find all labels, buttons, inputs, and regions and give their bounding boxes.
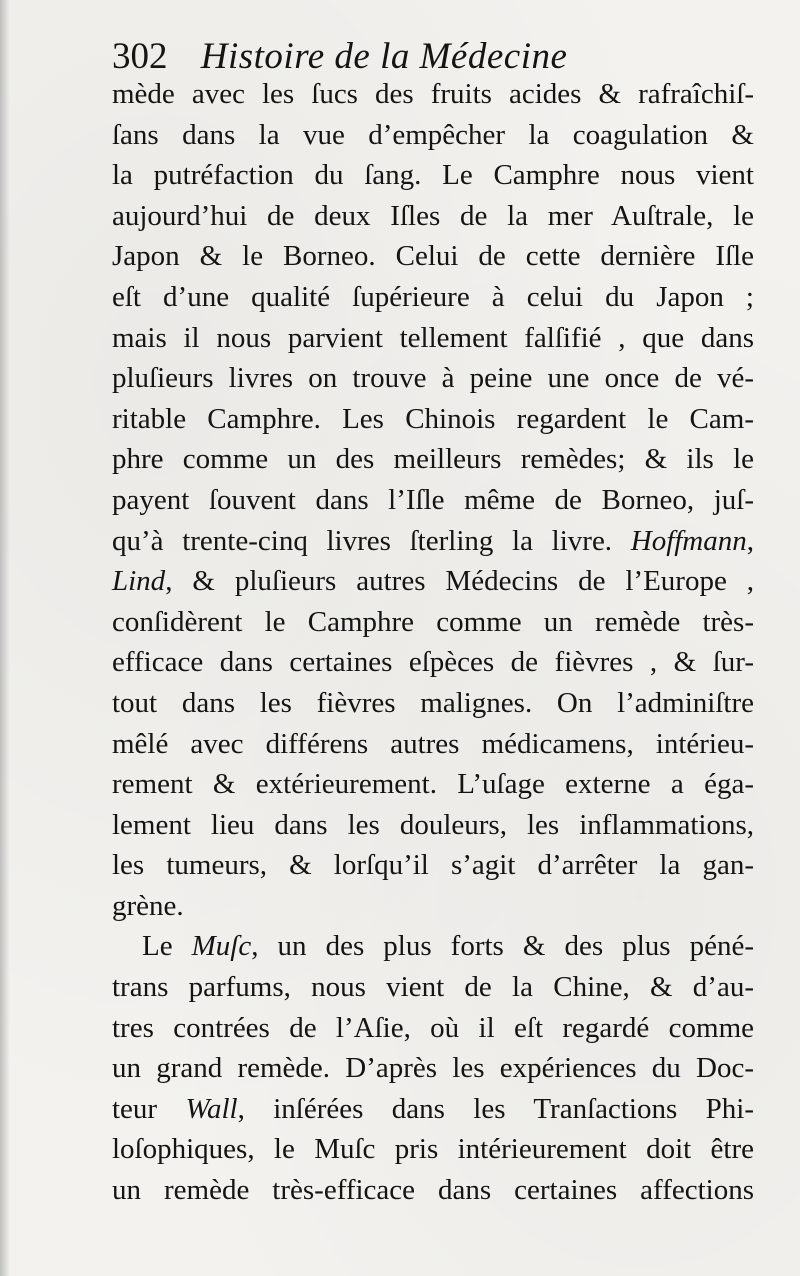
text-run: tout dans les fièvres malignes. On l’adminiſtre xyxy=(112,686,754,719)
running-title: Histoire de la Médecine xyxy=(200,36,568,77)
text-run: payent ſouvent dans l’Iſle même de Borneo, juſ- xyxy=(112,483,754,516)
text-line xyxy=(112,561,754,602)
italic-name: Lind xyxy=(112,565,166,598)
text-run: trans parfums, nous vient de la Chine, & d’au- xyxy=(112,971,754,1004)
text-line xyxy=(112,724,754,765)
text-line xyxy=(112,845,754,886)
text-line xyxy=(112,886,754,927)
text-line xyxy=(112,196,754,237)
text-line xyxy=(112,1170,754,1211)
text-run: eſt d’une qualité ſupérieure à celui du Japon ; xyxy=(112,280,754,313)
text-run: efficace dans certaines eſpèces de fièvres , & ſur- xyxy=(112,646,754,679)
text-run: tres contrées de l’Aſie, où il eſt regardé comme xyxy=(112,1011,754,1044)
text-run: les tumeurs, & lorſqu’il s’agit d’arrêter la gan- xyxy=(112,849,754,882)
text-run: grène. xyxy=(112,889,184,922)
text-line xyxy=(112,602,754,643)
text-run: pluſieurs livres on trouve à peine une once de vé- xyxy=(112,362,754,395)
text-line xyxy=(112,683,754,724)
text-run: loſophiques, le Muſc pris intérieurement doit être xyxy=(112,1133,754,1166)
text-run: qu’à trente-cinq livres ſterling la livre. xyxy=(112,524,631,557)
italic-name: Muſc xyxy=(191,930,252,963)
text-run: , inſérées dans les Tranſactions Phi- xyxy=(237,1092,754,1125)
text-run: mède avec les ſucs des fruits acides & rafraîchiſ- xyxy=(112,78,754,110)
text-run: Le xyxy=(142,930,192,963)
text-line xyxy=(112,764,754,805)
text-line xyxy=(112,642,754,683)
text-line xyxy=(112,967,754,1008)
text-line xyxy=(112,155,754,196)
text-line xyxy=(112,1089,754,1130)
text-run: mais il nous parvient tellement falſifié , que dans xyxy=(112,321,754,354)
text-line xyxy=(112,439,754,480)
text-line xyxy=(112,318,754,359)
text-run: mêlé avec différens autres médicamens, intérieu- xyxy=(112,727,754,760)
text-line xyxy=(112,1008,754,1049)
italic-name: Wall xyxy=(185,1092,238,1125)
text-run: Japon & le Borneo. Celui de cette dernière Iſle xyxy=(112,240,754,273)
text-run: teur xyxy=(112,1092,186,1125)
text-run: ritable Camphre. Les Chinois regardent le Cam- xyxy=(112,402,754,435)
text-run: conſidèrent le Camphre comme un remède très- xyxy=(112,605,754,638)
text-run: un remède très-efficace dans certaines affections xyxy=(112,1174,754,1207)
text-line xyxy=(112,1048,754,1089)
text-run: aujourd’hui de deux Iſles de la mer Auſtrale, le xyxy=(112,199,754,232)
text-run: , un des plus forts & des plus péné- xyxy=(251,930,754,963)
page-edge-shadow xyxy=(0,0,10,1276)
text-run: un grand remède. D’après les expériences du Doc- xyxy=(112,1052,754,1085)
text-line xyxy=(112,805,754,846)
text-line xyxy=(112,480,754,521)
italic-name: Hoffmann xyxy=(630,524,747,557)
text-run: ſans dans la vue d’empêcher la coagulation & xyxy=(112,118,754,151)
text-run: lement lieu dans les douleurs, les inflammations, xyxy=(112,808,754,841)
text-run: , xyxy=(746,524,754,557)
text-line xyxy=(112,926,754,967)
text-line xyxy=(112,358,754,399)
text-line xyxy=(112,399,754,440)
text-run: phre comme un des meilleurs remèdes; & ils le xyxy=(112,443,754,476)
text-line xyxy=(112,277,754,318)
text-run: , & pluſieurs autres Médecins de l’Europe , xyxy=(165,565,754,598)
text-run: rement & extérieurement. L’uſage externe a éga- xyxy=(112,768,754,801)
text-line xyxy=(112,74,754,115)
page-number: 302 xyxy=(112,36,168,77)
text-line xyxy=(112,521,754,562)
text-line xyxy=(112,236,754,277)
text-line xyxy=(112,1129,754,1170)
text-run: la putréfaction du ſang. Le Camphre nous vient xyxy=(112,159,754,192)
text-line xyxy=(112,115,754,156)
body-text xyxy=(112,74,754,1211)
